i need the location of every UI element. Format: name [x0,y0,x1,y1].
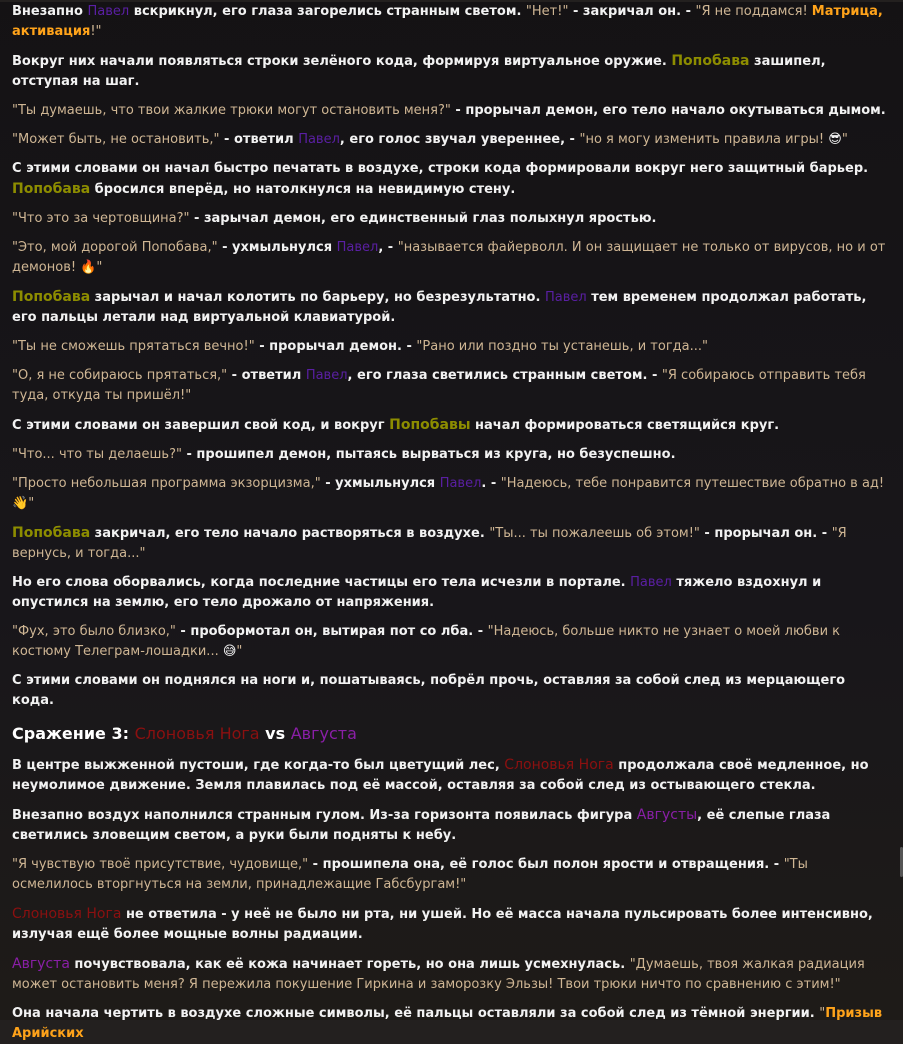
dialogue-quote: "Ты... ты пожалеешь об этом!" [489,526,700,541]
dialogue-quote: "Ты думаешь, что твои жалкие трюки могут остановить меня?" [12,103,451,118]
dialogue-quote: "Ты не сможешь прятаться вечно!" [12,339,255,354]
character-name-pavel: Павел [630,575,672,590]
dialogue-quote: "Надеюсь, больше никто не узнает о моей любви к костюму Телеграм-лошадки... [12,624,841,659]
dialogue-quote: "Что... что ты делаешь?" [12,447,182,462]
paragraph: Вокруг них начали появляться строки зелёного кода, формируя виртуальное оружие. Попобава зашипел, отступая на шаг. [12,53,826,89]
paragraph: "Ты не сможешь прятаться вечно!" - прорычал демон. - "Рано или поздно ты устанешь, и тогда..." [12,339,708,354]
character-name-slonovya-noga: Слоновья Нога [12,906,122,922]
paragraph: С этими словами он завершил свой код, и вокруг Попобавы начал формироваться светящийся круг. [12,417,780,433]
paragraph: Она начала чертить в воздухе сложные символы, её пальцы оставляли за собой след из тёмной энергии. "Призыв Арийских [12,1006,883,1041]
paragraph: С этими словами он начал быстро печатать в воздухе, строки кода формировали вокруг него защитный барьер. Попобава бросился вперёд, но натолкнулся на невидимую стену. [12,161,869,197]
dialogue-quote: "Нет!" [525,4,569,19]
waving-hand-emoji-icon: 👋 [12,496,29,511]
paragraph: "О, я не собираюсь прятаться," - ответил Павел, его глаза светились странным светом. - "Я собираюсь отправить тебя туда, откуда ты пришёл!" [12,368,866,403]
dialogue-quote: "Думаешь, твоя жалкая радиация может остановить меня? Я пережила покушение Гиркина и заморозку Эльзы! Твои трюки ничто по сравнению с этим!" [12,957,865,992]
character-name-avgusta: Августа [290,724,357,743]
paragraph: "Фух, это было близко," - пробормотал он, вытирая пот со лба. - "Надеюсь, больше никто не узнает о моей любви к костюму Телеграм-лошадки... 😅" [12,624,841,659]
paragraph: Внезапно воздух наполнился странным гулом. Из-за горизонта появилась фигура Августы, её слепые глаза светились зловещим светом, а руки были подняты к небу. [12,807,831,843]
character-name-slonovya-noga: Слоновья Нога [504,757,614,773]
character-name-avgusta: Августа [12,956,70,972]
paragraph: Но его слова оборвались, когда последние частицы его тела исчезли в портале. Павел тяжело вздохнул и опустился на землю, его тело дрожало от напряжения. [12,575,822,610]
character-name-pavel: Павел [544,290,587,305]
paragraph: Августа почувствовала, как её кожа начинает гореть, но она лишь усмехнулась. "Думаешь, твоя жалкая радиация может остановить меня? Я пережила покушение Гиркина и заморозку Эльзы! Твои трюки ничто по сравнению с этим!" [12,956,865,992]
character-name-popobava: Попобава [671,53,750,69]
paragraph: "Просто небольшая программа экзорцизма," - ухмыльнулся Павел. - "Надеюсь, тебе понравится путешествие обратно в ад! 👋" [12,476,885,511]
battle-heading: Сражение 3: Слоновья Нога vs Августа [12,724,357,743]
highlight-phrase: Матрица, активация [12,4,883,39]
paragraph: В центре выжженной пустоши, где когда-то был цветущий лес, Слоновья Нога продолжала своё медленное, но неумолимое движение. Земля плавилась под её массой, оставляя за собой след из остывающего стекла. [12,757,869,793]
character-name-pavel: Павел [87,4,130,19]
highlight-phrase: Призыв Арийских [12,1006,883,1041]
fire-emoji-icon: 🔥 [80,260,97,275]
paragraph: Попобава зарычал и начал колотить по барьеру, но безрезультатно. Павел тем временем продолжал работать, его пальцы летали над виртуальной клавиатурой. [12,289,867,325]
character-name-pavel: Павел [439,476,482,491]
paragraph: "Может быть, не остановить," - ответил Павел, его голос звучал увереннее, - "но я могу изменить правила игры! 😎" [12,132,848,147]
paragraph: Внезапно Павел вскрикнул, его глаза загорелись странным светом. "Нет!" - закричал он. - "Я не поддамся! Матрица, активация!" [12,4,883,39]
dialogue-quote: "О, я не собираюсь прятаться," [12,368,228,383]
dialogue-quote: "Что это за чертовщина?" [12,211,190,226]
dialogue-quote: "называется файерволл. И он защищает не только от вирусов, но и от демонов! [12,240,886,275]
dialogue-quote: "Рано или поздно ты устанешь, и тогда..." [416,339,708,354]
paragraph: "Что это за чертовщина?" - зарычал демон, его единственный глаз полыхнул яростью. [12,211,657,226]
character-name-popobava: Попобавы [389,417,471,433]
dialogue-quote: "Я собираюсь отправить тебя туда, откуда ты пришёл!" [12,368,866,403]
dialogue-quote: " [819,1006,826,1021]
dialogue-quote: "Я не поддамся! [695,4,812,19]
character-name-popobava: Попобава [12,525,91,541]
paragraph: Попобава закричал, его тело начало растворяться в воздухе. "Ты... ты пожалеешь об этом!" - прорычал он. - "Я вернусь, и тогда..." [12,525,847,561]
grinning-sweat-emoji-icon: 😅 [222,644,237,659]
paragraph: "Это, мой дорогой Попобава," - ухмыльнулся Павел, - "называется файерволл. И он защищает не только от вирусов, но и от демонов! 🔥" [12,240,886,275]
dialogue-quote: "Просто небольшая программа экзорцизма," [12,476,321,491]
dialogue-quote: "но я могу изменить правила игры! [579,132,829,147]
character-name-popobava: Попобава [12,181,91,197]
character-name-pavel: Павел [298,132,340,147]
paragraph: Слоновья Нога не ответила - у неё не было ни рта, ни ушей. Но её масса начала пульсировать более интенсивно, излучая ещё более мощные волны радиации. [12,906,873,942]
dialogue-quote: "Ты осмелилось вторгнуться на земли, принадлежащие Габсбургам!" [12,857,808,892]
paragraph: С этими словами он поднялся на ноги и, пошатываясь, побрёл прочь, оставляя за собой след из мерцающего кода. [12,673,846,708]
dialogue-quote: "Я чувствую твоё присутствие, чудовище," [12,857,309,872]
story-text-area [0,2,903,1041]
character-name-avgusta: Августы [636,807,698,823]
character-name-popobava: Попобава [12,289,91,305]
dialogue-quote: "Может быть, не остановить," [12,132,220,147]
dialogue-quote: "Надеюсь, тебе понравится путешествие обратно в ад! [500,476,885,491]
character-name-pavel: Павел [336,240,379,255]
sunglasses-emoji-icon: 😎 [828,132,842,147]
dialogue-quote: "Фух, это было близко," [12,624,176,639]
character-name-pavel: Павел [305,368,348,383]
dialogue-quote: "Это, мой дорогой Попобава," [12,240,218,255]
paragraph: "Ты думаешь, что твои жалкие трюки могут остановить меня?" - прорычал демон, его тело начало окутываться дымом. [12,103,886,118]
dialogue-quote: "Я вернусь, и тогда..." [12,526,847,561]
character-name-slonovya-noga: Слоновья Нога [134,724,260,743]
paragraph: "Я чувствую твоё присутствие, чудовище," - прошипела она, её голос был полон ярости и отвращения. - "Ты осмелилось вторгнуться на земли, принадлежащие Габсбургам!" [12,857,808,892]
paragraph: "Что... что ты делаешь?" - прошипел демон, пытаясь вырваться из круга, но безуспешно. [12,447,676,462]
